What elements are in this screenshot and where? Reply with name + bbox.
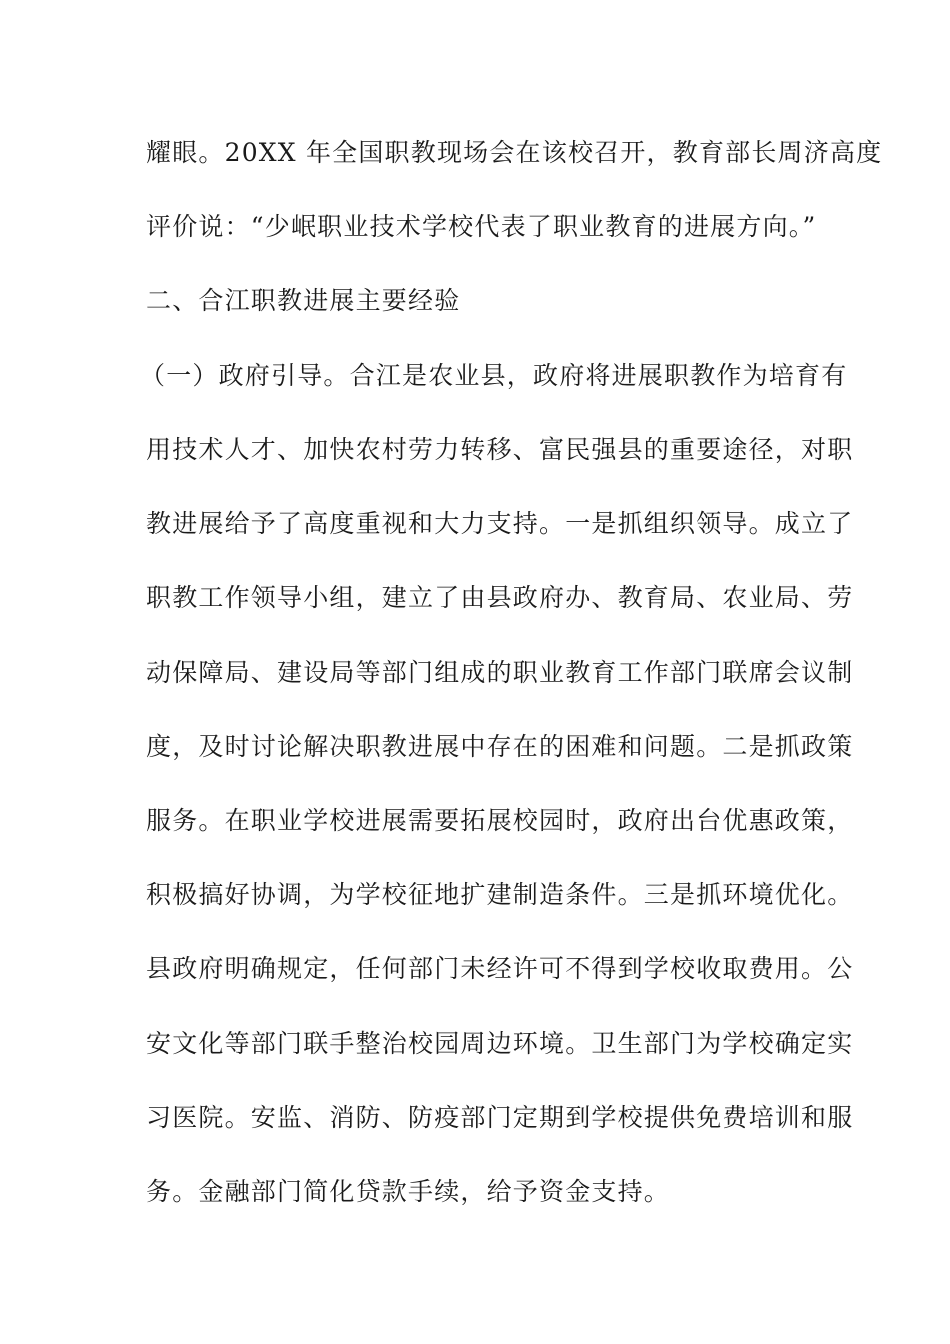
- text-line: 教进展给予了高度重视和大力支持。一是抓组织领导。成立了: [146, 509, 854, 538]
- text-line: 耀眼。20XX 年全国职教现场会在该校召开，教育部长周济高度: [146, 138, 883, 167]
- text-line: 服务。在职业学校进展需要拓展校园时，政府出台优惠政策，: [146, 806, 854, 835]
- text-line: 动保障局、建设局等部门组成的职业教育工作部门联席会议制: [146, 658, 854, 687]
- text-line: 度，及时讨论解决职教进展中存在的困难和问题。二是抓政策: [146, 732, 854, 761]
- text-line: 用技术人才、加快农村劳力转移、富民强县的重要途径，对职: [146, 435, 854, 464]
- text-line: 习医院。安监、消防、防疫部门定期到学校提供免费培训和服: [146, 1103, 854, 1132]
- section-heading: 二、合江职教进展主要经验: [146, 286, 461, 315]
- text-line: 积极搞好协调，为学校征地扩建制造条件。三是抓环境优化。: [146, 880, 854, 909]
- text-line: 务。金融部门简化贷款手续，给予资金支持。: [146, 1177, 671, 1206]
- text-line: 评价说：“少岷职业技术学校代表了职业教育的进展方向。”: [146, 212, 817, 241]
- text-line: 职教工作领导小组，建立了由县政府办、教育局、农业局、劳: [146, 583, 854, 612]
- text-line: 县政府明确规定，任何部门未经许可不得到学校收取费用。公: [146, 954, 854, 983]
- text-line: （一）政府引导。合江是农业县，政府将进展职教作为培育有: [140, 361, 848, 390]
- text-line: 安文化等部门联手整治校园周边环境。卫生部门为学校确定实: [146, 1029, 854, 1058]
